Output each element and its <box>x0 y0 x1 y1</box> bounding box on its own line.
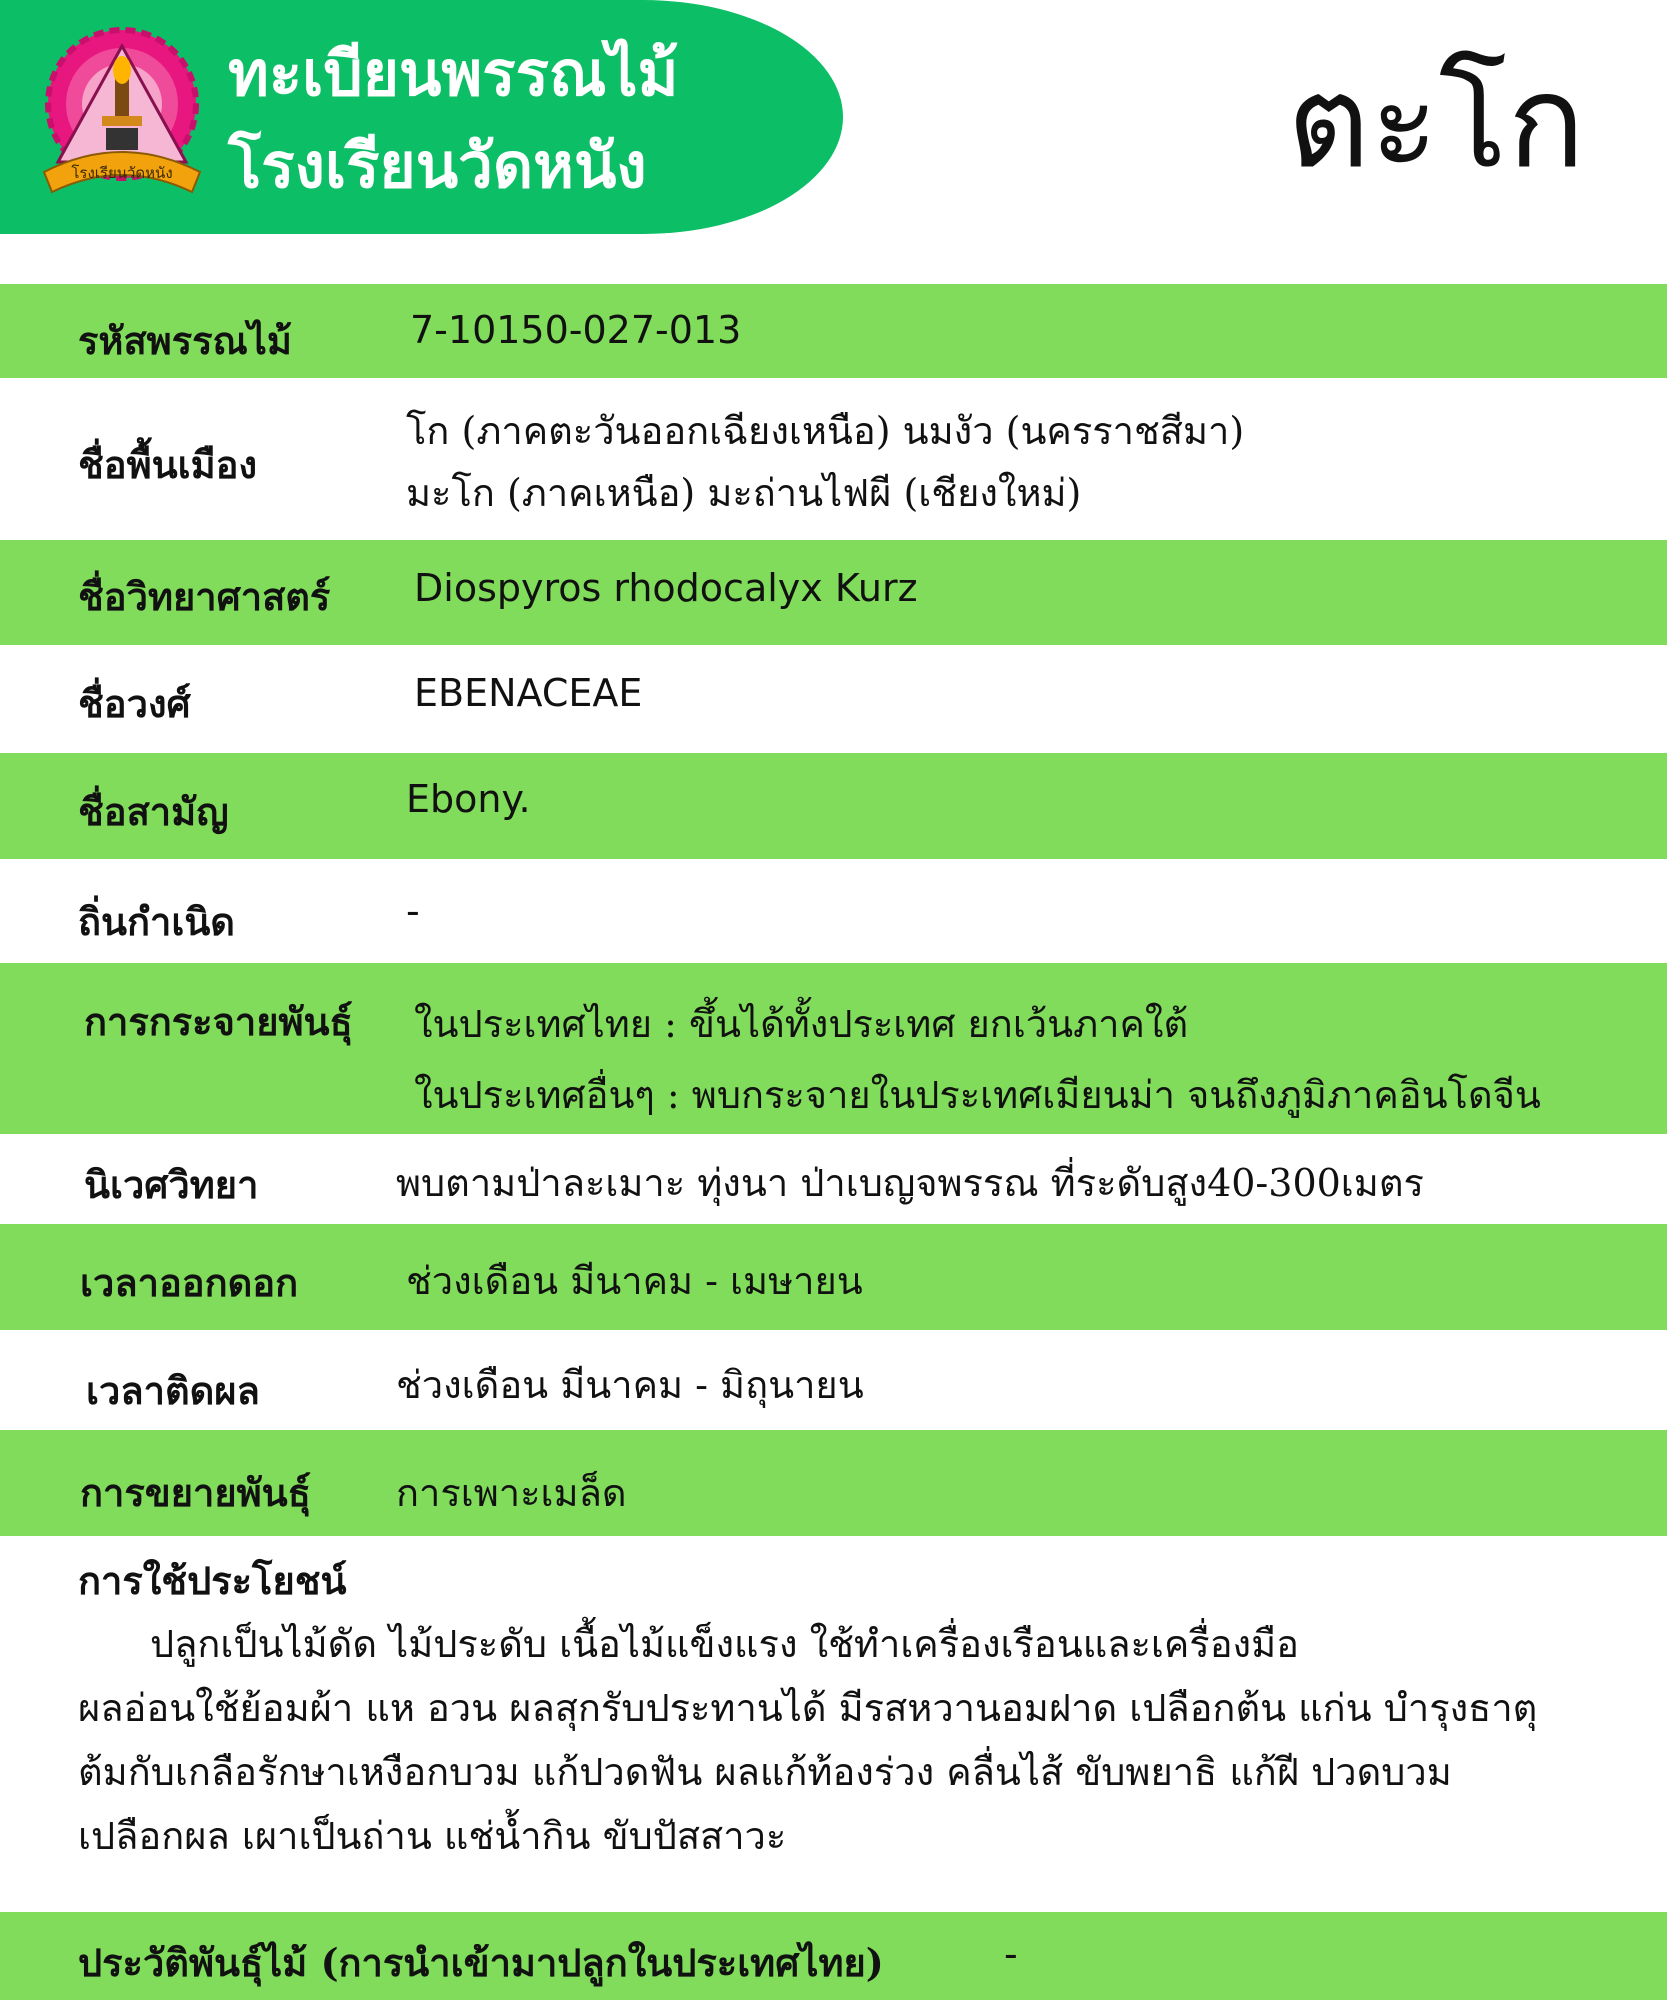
flowering-label: เวลาออกดอก <box>80 1260 299 1305</box>
scientific-name-value: Diospyros rhodocalyx Kurz <box>414 566 918 610</box>
distribution-value-2: ในประเทศอื่นๆ : พบกระจายในประเทศเมียนม่า จนถึงภูมิภาคอินโดจีน <box>414 1073 1541 1117</box>
family-value: EBENACEAE <box>414 671 643 715</box>
ecology-label: นิเวศวิทยา <box>84 1162 259 1207</box>
plant-code-value: 7-10150-027-013 <box>410 308 742 352</box>
plant-code-label: รหัสพรรณไม้ <box>78 318 292 363</box>
origin-label: ถิ่นกำเนิด <box>78 899 235 944</box>
ecology-value: พบตามป่าละเมาะ ทุ่งนา ป่าเบญจพรรณ ที่ระดับสูง40-300เมตร <box>396 1161 1424 1205</box>
propagation-label: การขยายพันธุ์ <box>80 1470 311 1515</box>
fruiting-value: ช่วงเดือน มีนาคม - มิถุนายน <box>396 1363 864 1407</box>
row-ecology <box>0 1134 1667 1224</box>
history-value: - <box>1004 1932 1018 1976</box>
local-name-value-2: มะโก (ภาคเหนือ) มะถ่านไฟผี (เชียงใหม่) <box>406 471 1082 515</box>
row-propagation <box>0 1430 1667 1536</box>
row-fruiting <box>0 1330 1667 1430</box>
benefits-line-4: เปลือกผล เผาเป็นถ่าน แช่น้ำกิน ขับปัสสาวะ <box>78 1814 787 1858</box>
row-distribution <box>0 963 1667 1134</box>
benefits-line-2: ผลอ่อนใช้ย้อมผ้า แห อวน ผลสุกรับประทานได้ มีรสหวานอมฝาด เปลือกต้น แก่น บำรุงธาตุ <box>78 1686 1538 1730</box>
row-family <box>0 645 1667 753</box>
benefits-line-1: ปลูกเป็นไม้ดัด ไม้ประดับ เนื้อไม้แข็งแรง ใช้ทำเครื่องเรือนและเครื่องมือ <box>150 1622 1299 1666</box>
logo-ribbon-text: โรงเรียนวัดหนัง <box>71 164 173 182</box>
origin-value: - <box>406 889 420 933</box>
fruiting-label: เวลาติดผล <box>86 1368 260 1413</box>
title-line-2: โรงเรียนวัดหนัง <box>228 129 647 202</box>
distribution-label: การกระจายพันธุ์ <box>84 999 353 1044</box>
benefits-text <box>78 1612 1618 1868</box>
row-scientific-name <box>0 540 1667 645</box>
benefits-line-3: ต้มกับเกลือรักษาเหงือกบวม แก้ปวดฟัน ผลแก้ท้องร่วง คลื่นไส้ ขับพยาธิ แก้ฝี ปวดบวม <box>78 1750 1452 1794</box>
family-label: ชื่อวงศ์ <box>78 681 191 726</box>
row-plant-code <box>0 284 1667 378</box>
row-local-name <box>0 378 1667 540</box>
benefits-heading: การใช้ประโยชน์ <box>78 1558 347 1603</box>
common-name-value: Ebony. <box>406 777 531 821</box>
local-name-label: ชื่อพื้นเมือง <box>78 442 258 487</box>
propagation-value: การเพาะเมล็ด <box>396 1471 627 1515</box>
row-common-name <box>0 753 1667 859</box>
flowering-value: ช่วงเดือน มีนาคม - เมษายน <box>406 1259 863 1303</box>
row-flowering <box>0 1224 1667 1330</box>
common-name-label: ชื่อสามัญ <box>78 789 229 834</box>
title-line-1: ทะเบียนพรรณไม้ <box>228 37 679 110</box>
scientific-name-label: ชื่อวิทยาศาสตร์ <box>78 574 331 619</box>
row-history <box>0 1912 1667 2000</box>
history-label: ประวัติพันธุ์ไม้ (การนำเข้ามาปลูกในประเทศไทย) <box>78 1940 884 1985</box>
row-origin <box>0 859 1667 963</box>
distribution-value-1: ในประเทศไทย : ขึ้นได้ทั้งประเทศ ยกเว้นภาคใต้ <box>414 1002 1189 1046</box>
plant-name: ตะโก <box>1286 48 1585 197</box>
local-name-value-1: โก (ภาคตะวันออกเฉียงเหนือ) นมงัว (นครราชสีมา) <box>406 409 1245 453</box>
school-logo <box>36 12 208 212</box>
page-title <box>228 28 678 212</box>
